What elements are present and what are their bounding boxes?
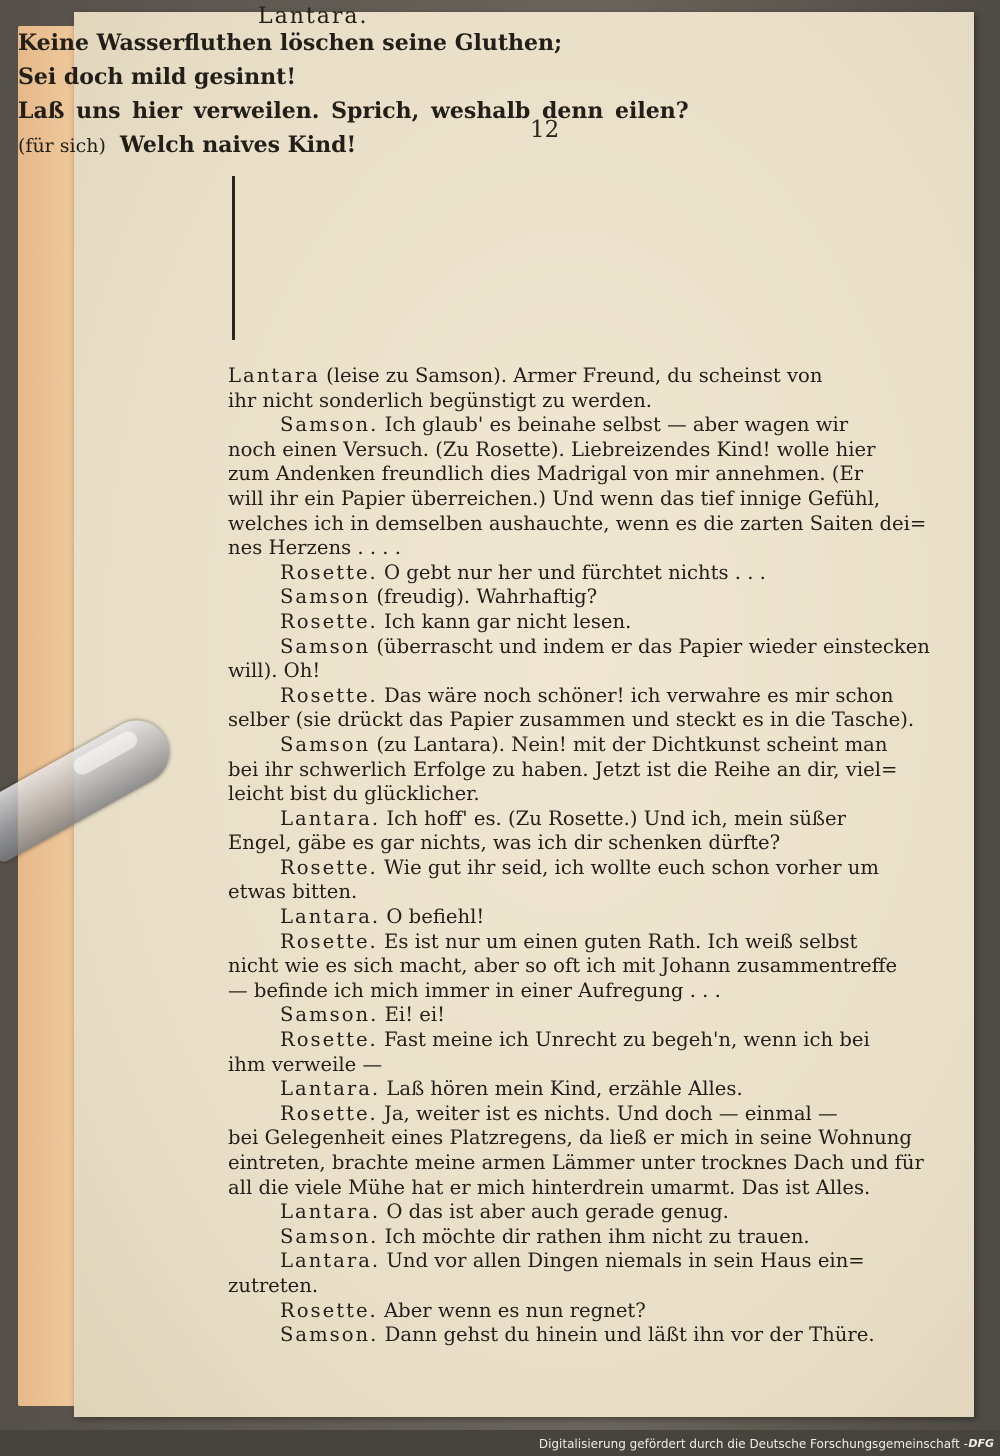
text-line <box>228 561 888 586</box>
speaker-name: Lantara. <box>280 806 381 830</box>
text-line <box>228 1299 888 1324</box>
speaker-name: Rosette. <box>280 855 378 879</box>
text-line <box>228 1200 888 1225</box>
line-text: will). Oh! <box>228 659 321 683</box>
text-line <box>228 364 888 389</box>
line-text: Aber wenn es nun regnet? <box>377 1298 646 1322</box>
text-line <box>228 487 888 512</box>
text-line <box>228 389 888 414</box>
text-line <box>228 733 888 758</box>
line-text: Fast meine ich Unrecht zu begeh'n, wenn ich bei <box>377 1028 870 1052</box>
text-line <box>228 1249 888 1274</box>
line-text: O das ist aber auch gerade genug. <box>380 1200 729 1224</box>
text-line <box>228 708 915 733</box>
text-line <box>228 1102 888 1127</box>
speaker-name: Rosette. <box>280 609 378 633</box>
text-line <box>228 954 898 979</box>
text-line <box>228 683 894 709</box>
line-text: etwas bitten. <box>228 880 358 904</box>
speaker-name: Samson. <box>280 1003 379 1027</box>
verse-line-text: Welch naives Kind! <box>119 132 357 158</box>
speaker-name: Lantara <box>228 364 320 387</box>
text-line <box>228 1225 888 1250</box>
verse-line: Laß uns hier verweilen. Sprich, weshalb denn eilen? <box>18 98 689 124</box>
line-text: Das wäre noch schöner! ich verwahre es mir schon <box>377 683 894 707</box>
text-line <box>228 880 888 905</box>
speaker-name: Samson <box>280 585 371 609</box>
line-text: Ja, weiter ist es nichts. Und doch — einmal — <box>377 1101 838 1125</box>
line-text: Wie gut ihr seid, ich wollte euch schon vorher um <box>377 855 880 879</box>
verse-speaker: Lantara. <box>258 4 369 29</box>
text-line <box>228 610 888 635</box>
line-text: ihm verweile — <box>228 1052 383 1076</box>
text-line <box>228 1077 888 1102</box>
text-line <box>228 634 930 660</box>
speaker-name: Lantara. <box>280 1249 381 1273</box>
line-text: (freudig). Wahrhaftig? <box>370 585 598 609</box>
line-text: zum Andenken freundlich dies Madrigal von mir annehmen. (Er <box>228 462 864 486</box>
line-text: Es ist nur um einen guten Rath. Ich weiß selbst <box>377 929 858 953</box>
line-text: all die viele Mühe hat er mich hinterdrein umarmt. Das ist Alles. <box>228 1175 871 1199</box>
text-line <box>228 659 888 684</box>
verse-line: Keine Wasserfluthen löschen seine Gluthen; <box>18 30 563 56</box>
text-line <box>228 438 888 463</box>
speaker-name: Rosette. <box>280 929 378 953</box>
text-line <box>228 979 888 1004</box>
line-text: bei Gelegenheit eines Platzregens, da ließ er mich in seine Wohnung <box>228 1126 912 1150</box>
text-line <box>228 856 888 881</box>
line-text: O befiehl! <box>380 905 485 929</box>
line-text: ihr nicht sonderlich begünstigt zu werden. <box>228 388 653 412</box>
text-line <box>228 1323 888 1348</box>
text-line <box>228 1151 924 1176</box>
line-text: Ich hoff' es. (Zu Rosette.) Und ich, mein süßer <box>380 806 846 830</box>
line-text: eintreten, brachte meine armen Lämmer unter trocknes Dach und für <box>228 1151 924 1174</box>
line-text: O gebt nur her und fürchtet nichts . . . <box>377 560 766 584</box>
text-line <box>228 807 888 832</box>
text-line <box>228 585 888 610</box>
line-text: selber (sie drückt das Papier zusammen und steckt es in die Tasche). <box>228 708 915 732</box>
speaker-name: Samson. <box>280 1323 379 1347</box>
text-line <box>228 511 927 537</box>
speaker-name: Rosette. <box>280 683 378 707</box>
line-text: — befinde ich mich immer in einer Aufregung . . . <box>228 978 721 1002</box>
line-text: Ich kann gar nicht lesen. <box>377 609 632 633</box>
speaker-name: Samson. <box>280 1224 379 1248</box>
text-line <box>228 413 888 438</box>
text-line <box>228 1176 888 1201</box>
verse-bracket <box>232 176 875 340</box>
line-text: Ei! ei! <box>378 1003 446 1027</box>
speaker-name: Rosette. <box>280 1101 378 1125</box>
line-text: nes Herzens . . . . <box>228 536 401 560</box>
text-line <box>228 1053 888 1078</box>
line-text: Und vor allen Dingen niemals in sein Haus ein= <box>380 1249 865 1273</box>
verse-line: Sei doch mild gesinnt! <box>18 64 296 90</box>
text-line <box>228 536 888 561</box>
text-line <box>228 1003 888 1028</box>
digitization-note: Digitalisierung gefördert durch die Deutsche Forschungsgemeinschaft - <box>538 1437 968 1451</box>
line-text: Engel, gäbe es gar nichts, was ich dir schenken dürfte? <box>228 831 781 855</box>
line-text: Ich glaub' es beinahe selbst — aber wagen wir <box>378 413 849 437</box>
speaker-name: Lantara. <box>280 1200 381 1224</box>
text-line <box>228 462 888 487</box>
line-text: (zu Lantara). Nein! mit der Dichtkunst scheint man <box>370 732 888 756</box>
speaker-name: Samson <box>280 634 371 658</box>
line-text: Ich möchte dir rathen ihm nicht zu trauen. <box>378 1224 810 1248</box>
text-line <box>228 782 888 807</box>
line-text: welches ich in demselben aushauchte, wenn es die zarten Saiten dei= <box>228 511 927 535</box>
line-text: Dann gehst du hinein und läßt ihn vor der Thüre. <box>378 1323 875 1347</box>
speaker-name: Samson <box>280 732 371 756</box>
verse-line <box>18 132 356 158</box>
speaker-name: Rosette. <box>280 560 378 584</box>
dfg-logo: DFG <box>968 1437 994 1450</box>
text-line <box>228 757 898 783</box>
line-text: noch einen Versuch. (Zu Rosette). Liebreizendes Kind! wolle hier <box>228 437 876 461</box>
page-number: 12 <box>530 117 560 143</box>
text-line <box>228 1028 888 1053</box>
line-text: leicht bist du glücklicher. <box>228 782 480 806</box>
speaker-name: Samson. <box>280 413 379 437</box>
speaker-name: Lantara. <box>280 905 381 929</box>
speaker-name: Rosette. <box>280 1298 378 1322</box>
text-line <box>228 930 888 955</box>
text-line <box>228 831 888 856</box>
text-line <box>228 1126 912 1151</box>
line-text: nicht wie es sich macht, aber so oft ich mit Johann zusammentreffe <box>228 954 898 978</box>
line-text: will ihr ein Papier überreichen.) Und wenn das tief innige Gefühl, <box>228 486 881 510</box>
line-text: bei ihr schwerlich Erfolge zu haben. Jetzt ist die Reihe an dir, viel= <box>228 757 898 781</box>
line-text: (überrascht und indem er das Papier wieder einstecken <box>370 634 930 658</box>
line-text: (leise zu Samson). Armer Freund, du scheinst von <box>319 364 823 387</box>
text-line <box>228 1274 888 1299</box>
text-line <box>228 905 888 930</box>
line-text: Laß hören mein Kind, erzähle Alles. <box>380 1077 743 1101</box>
speaker-name: Lantara. <box>280 1077 381 1101</box>
speaker-name: Rosette. <box>280 1028 378 1052</box>
line-text: zutreten. <box>228 1273 319 1297</box>
dialogue-text <box>228 364 930 1348</box>
stage-direction: (für sich) <box>18 135 106 157</box>
